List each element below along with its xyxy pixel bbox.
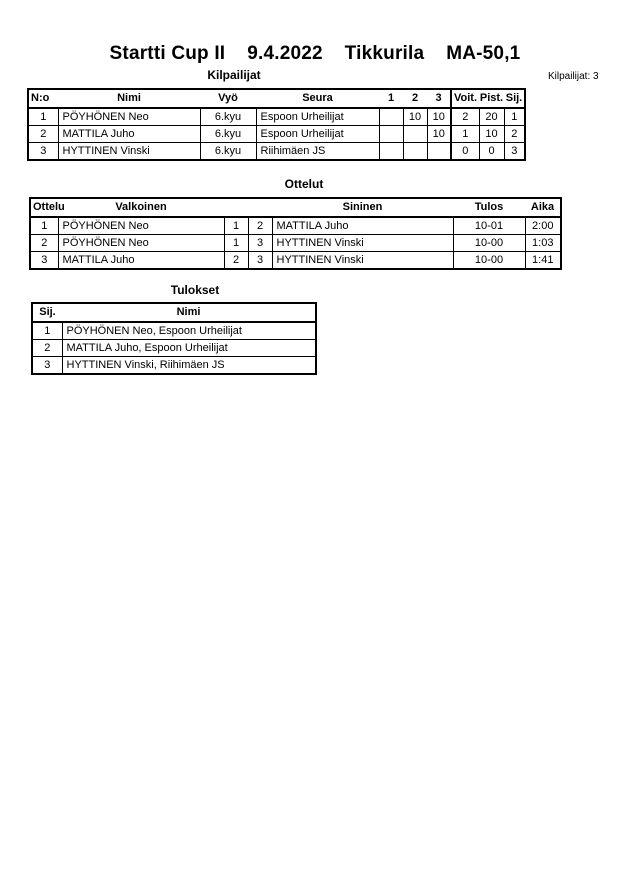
cell-seura: Espoon Urheilijat <box>256 126 379 143</box>
match-row <box>30 217 561 235</box>
ottelut-header-row <box>30 198 561 217</box>
column-header-white-number <box>224 198 248 217</box>
cell-no: 2 <box>28 126 58 143</box>
cell-pist: 20 <box>479 108 504 126</box>
column-header-blue-number <box>248 198 272 217</box>
column-header-vyo: Vyö <box>200 89 256 108</box>
competitors-count-label: Kilpailijat: 3 <box>548 71 599 82</box>
page-title: Startti Cup II 9.4.2022 Tikkurila MA-50,1 <box>109 43 521 64</box>
cell-name-club: PÖYHÖNEN Neo, Espoon Urheilijat <box>62 322 316 340</box>
cell-pist: 0 <box>479 143 504 161</box>
cell-round2 <box>403 126 427 143</box>
cell-match-no: 3 <box>30 252 58 270</box>
cell-vyo: 6.kyu <box>200 108 256 126</box>
cell-white-number: 2 <box>224 252 248 270</box>
kilpailijat-header-row <box>28 89 525 108</box>
cell-round1 <box>379 143 403 161</box>
section-heading-ottelut: Ottelut <box>284 177 324 191</box>
section-heading-tulokset: Tulokset <box>170 283 220 297</box>
cell-no: 1 <box>28 108 58 126</box>
cell-name-club: MATTILA Juho, Espoon Urheilijat <box>62 340 316 357</box>
match-row <box>30 252 561 270</box>
cell-pist: 10 <box>479 126 504 143</box>
column-header-voit: Voit. <box>451 89 479 108</box>
cell-time: 1:41 <box>525 252 561 270</box>
ottelut-table <box>29 197 562 270</box>
cell-round3: 10 <box>427 108 451 126</box>
result-row <box>32 340 316 357</box>
cell-score: 10-00 <box>453 235 525 252</box>
cell-blue-number: 2 <box>248 217 272 235</box>
competitor-row <box>28 143 525 161</box>
column-header-round1: 1 <box>379 89 403 108</box>
cell-sij: 3 <box>504 143 525 161</box>
cell-blue-number: 3 <box>248 235 272 252</box>
cell-round3 <box>427 143 451 161</box>
cell-round1 <box>379 126 403 143</box>
column-header-valkoinen: Valkoinen <box>58 198 224 217</box>
result-row <box>32 322 316 340</box>
cell-match-no: 1 <box>30 217 58 235</box>
cell-sij: 2 <box>504 126 525 143</box>
section-heading-kilpailijat: Kilpailijat <box>207 68 261 82</box>
column-header-ottelu: Ottelu <box>30 198 58 217</box>
cell-blue-name: MATTILA Juho <box>272 217 453 235</box>
competitor-row <box>28 126 525 143</box>
cell-seura: Riihimäen JS <box>256 143 379 161</box>
cell-sij: 1 <box>504 108 525 126</box>
cell-time: 1:03 <box>525 235 561 252</box>
cell-score: 10-00 <box>453 252 525 270</box>
result-row <box>32 357 316 375</box>
column-header-sij: Sij. <box>32 303 62 322</box>
kilpailijat-table <box>27 88 526 161</box>
cell-white-name: PÖYHÖNEN Neo <box>58 217 224 235</box>
column-header-seura: Seura <box>256 89 379 108</box>
cell-score: 10-01 <box>453 217 525 235</box>
cell-vyo: 6.kyu <box>200 126 256 143</box>
cell-blue-name: HYTTINEN Vinski <box>272 252 453 270</box>
cell-nimi: MATTILA Juho <box>58 126 200 143</box>
tulokset-header-row <box>32 303 316 322</box>
cell-nimi: HYTTINEN Vinski <box>58 143 200 161</box>
cell-blue-name: HYTTINEN Vinski <box>272 235 453 252</box>
match-row <box>30 235 561 252</box>
cell-time: 2:00 <box>525 217 561 235</box>
cell-place: 3 <box>32 357 62 375</box>
cell-white-number: 1 <box>224 217 248 235</box>
column-header-nimi: Nimi <box>58 89 200 108</box>
column-header-nimi: Nimi <box>62 303 316 322</box>
cell-match-no: 2 <box>30 235 58 252</box>
cell-white-name: MATTILA Juho <box>58 252 224 270</box>
cell-round2 <box>403 143 427 161</box>
cell-white-name: PÖYHÖNEN Neo <box>58 235 224 252</box>
cell-nimi: PÖYHÖNEN Neo <box>58 108 200 126</box>
column-header-round2: 2 <box>403 89 427 108</box>
cell-white-number: 1 <box>224 235 248 252</box>
tulokset-table <box>31 302 317 375</box>
column-header-aika: Aika <box>525 198 561 217</box>
cell-blue-number: 3 <box>248 252 272 270</box>
column-header-sij: Sij. <box>504 89 525 108</box>
cell-place: 2 <box>32 340 62 357</box>
cell-name-club: HYTTINEN Vinski, Riihimäen JS <box>62 357 316 375</box>
column-header-tulos: Tulos <box>453 198 525 217</box>
cell-round3: 10 <box>427 126 451 143</box>
cell-no: 3 <box>28 143 58 161</box>
cell-vyo: 6.kyu <box>200 143 256 161</box>
cell-round1 <box>379 108 403 126</box>
column-header-sininen: Sininen <box>272 198 453 217</box>
cell-voit: 1 <box>451 126 479 143</box>
column-header-no: N:o <box>28 89 58 108</box>
cell-voit: 2 <box>451 108 479 126</box>
column-header-round3: 3 <box>427 89 451 108</box>
cell-seura: Espoon Urheilijat <box>256 108 379 126</box>
column-header-pist: Pist. <box>479 89 504 108</box>
competitor-row <box>28 108 525 126</box>
cell-round2: 10 <box>403 108 427 126</box>
cell-voit: 0 <box>451 143 479 161</box>
cell-place: 1 <box>32 322 62 340</box>
